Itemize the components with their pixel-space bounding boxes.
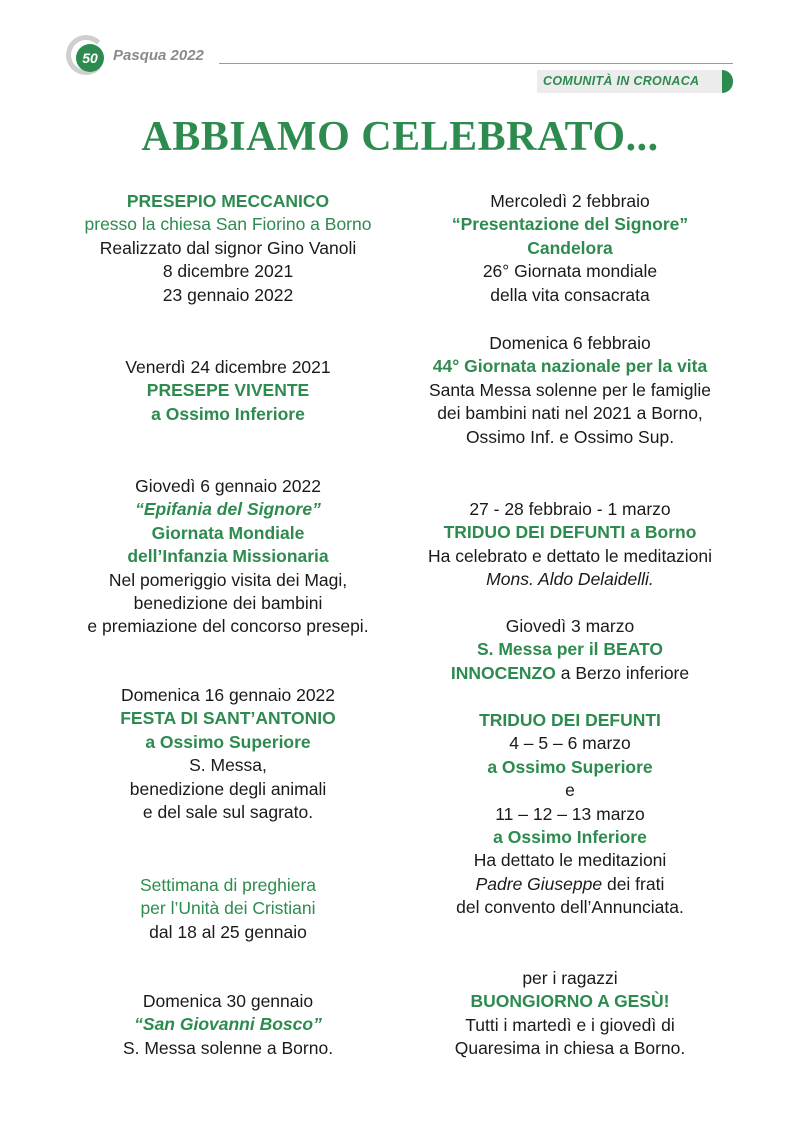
event-line: e — [565, 780, 575, 801]
event-title: “San Giovanni Bosco” — [134, 1014, 322, 1035]
epifania-block — [58, 475, 398, 639]
event-line: benedizione dei bambini — [133, 593, 323, 614]
event-line: S. Messa solenne a Borno. — [122, 1037, 334, 1058]
event-date: Giovedì 6 gennaio 2022 — [135, 476, 321, 496]
event-place: a Ossimo Inferiore — [493, 827, 647, 848]
event-title: Settimana di preghiera — [139, 875, 317, 895]
section-label: COMUNITÀ IN CRONACA — [543, 74, 700, 88]
page-number: 50 — [76, 44, 104, 72]
event-line: del convento dell’Annunciata. — [456, 897, 684, 918]
event-line: 26° Giornata mondiale — [482, 261, 658, 282]
event-line: S. Messa, — [189, 755, 267, 776]
giornata-vita-block — [400, 332, 740, 449]
event-title-line — [400, 662, 740, 685]
beato-innocenzo-block — [400, 615, 740, 685]
event-title: S. Messa per il BEATO — [476, 639, 664, 660]
event-line: Quaresima in chiesa a Borno. — [454, 1038, 686, 1059]
section-tag-cap — [722, 70, 733, 93]
event-date: Mercoledì 2 febbraio — [490, 191, 650, 211]
santantonio-block — [58, 684, 398, 824]
event-line: dei bambini nati nel 2021 a Borno, — [437, 403, 703, 424]
event-person-line — [400, 873, 740, 896]
event-title: 44° Giornata nazionale per la vita — [432, 356, 708, 377]
event-date: 8 dicembre 2021 — [162, 261, 294, 282]
presepe-vivente-block — [58, 356, 398, 426]
event-date: 27 - 28 febbraio - 1 marzo — [469, 499, 671, 519]
candelora-block — [400, 190, 740, 307]
event-line: Ha dettato le meditazioni — [473, 850, 667, 871]
event-title: per l’Unità dei Cristiani — [140, 898, 316, 919]
event-line: benedizione degli animali — [129, 778, 327, 799]
don-bosco-block — [58, 990, 398, 1060]
event-date: dal 18 al 25 gennaio — [149, 921, 307, 942]
event-title: BUONGIORNO A GESÙ! — [470, 991, 670, 1012]
event-date: Domenica 30 gennaio — [142, 991, 314, 1011]
event-line-rest: dei frati — [602, 873, 665, 894]
event-subtitle: dell’Infanzia Missionaria — [127, 546, 329, 567]
event-line: Ha celebrato e dettato le meditazioni — [427, 545, 713, 566]
event-line: Ossimo Inf. e Ossimo Sup. — [465, 426, 675, 447]
event-subtitle: Giornata Mondiale — [151, 522, 305, 543]
event-title: PRESEPE VIVENTE — [146, 380, 310, 401]
event-line: e premiazione del concorso presepi. — [87, 616, 369, 637]
event-line: della vita consacrata — [490, 284, 650, 305]
event-line: Nel pomeriggio visita dei Magi, — [108, 569, 348, 590]
event-title: “Epifania del Signore” — [135, 499, 321, 520]
event-person: Padre Giuseppe — [475, 873, 603, 894]
event-line: Realizzato dal signor Gino Vanoli — [99, 237, 357, 258]
event-date: 4 – 5 – 6 marzo — [509, 733, 631, 754]
event-place: presso la chiesa San Fiorino a Borno — [84, 214, 372, 235]
event-date: Domenica 16 gennaio 2022 — [120, 685, 336, 705]
event-place: a Ossimo Superiore — [145, 731, 311, 752]
publication-title: Pasqua 2022 — [113, 47, 204, 64]
event-place: a Ossimo Superiore — [487, 756, 653, 777]
triduo-ossimo-block — [400, 709, 740, 920]
event-title: PRESEPIO MECCANICO — [126, 191, 330, 211]
event-title: “Presentazione del Signore” — [451, 214, 689, 235]
event-line: Santa Messa solenne per le famiglie — [428, 379, 712, 400]
event-date: Venerdì 24 dicembre 2021 — [125, 357, 331, 377]
event-line: Tutti i martedì e i giovedì di — [465, 1014, 675, 1035]
buongiorno-block — [400, 967, 740, 1061]
event-person: Mons. Aldo Delaidelli. — [486, 569, 654, 590]
event-title-name: INNOCENZO — [450, 662, 556, 683]
event-date: 11 – 12 – 13 marzo — [495, 803, 645, 824]
page-title: ABBIAMO CELEBRATO... — [141, 114, 659, 160]
header-rule — [219, 63, 733, 64]
event-title: FESTA DI SANT’ANTONIO — [120, 708, 336, 729]
event-place: a Ossimo Inferiore — [151, 403, 305, 424]
event-line: e del sale sul sagrato. — [142, 802, 314, 823]
event-subtitle: Candelora — [527, 237, 613, 258]
event-title: TRIDUO DEI DEFUNTI — [479, 710, 661, 730]
triduo-borno-block — [400, 498, 740, 592]
event-line: per i ragazzi — [522, 968, 618, 988]
settimana-block — [58, 874, 398, 944]
presepio-meccanico-block — [58, 190, 398, 307]
event-date: Giovedì 3 marzo — [505, 616, 635, 636]
event-title: TRIDUO DEI DEFUNTI a Borno — [443, 522, 697, 543]
event-date: Domenica 6 febbraio — [489, 333, 651, 353]
event-date: 23 gennaio 2022 — [162, 284, 294, 305]
section-tag — [537, 70, 733, 93]
event-place: a Berzo inferiore — [555, 662, 690, 683]
